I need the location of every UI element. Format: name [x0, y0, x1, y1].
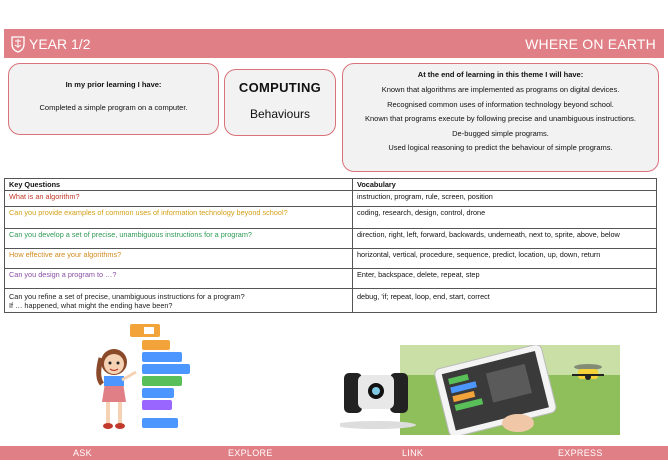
questions-vocabulary-table [4, 178, 657, 313]
prior-learning-heading: In my prior learning I have: [65, 80, 162, 89]
table-row [5, 229, 657, 249]
question-cell: What is an algorithm? [5, 191, 353, 207]
question-cell: Can you provide examples of common uses of information technology beyond school? [5, 207, 353, 229]
prior-learning-text: Completed a simple program on a computer. [39, 103, 188, 112]
table-row [5, 191, 657, 207]
robot-tablet-drone-photo [340, 345, 620, 435]
vocab-cell: direction, right, left, forward, backwards, underneath, next to, sprite, above, below [353, 229, 657, 249]
vocab-cell: instruction, program, rule, screen, position [353, 191, 657, 207]
year-title: YEAR 1/2 [29, 35, 91, 52]
end-learning-item: Known that algorithms are implemented as programs on digital devices. [381, 85, 620, 94]
vocab-cell: Enter, backspace, delete, repeat, step [353, 269, 657, 289]
table-row [5, 289, 657, 313]
question-cell: How effective are your algorithms? [5, 249, 353, 269]
theme-title: WHERE ON EARTH [525, 35, 656, 52]
question-line: Can you refine a set of precise, unambiguous instructions for a program? [9, 292, 245, 301]
table-row [5, 269, 657, 289]
subject-box [224, 69, 336, 136]
end-learning-item: Used logical reasoning to predict the behaviour of simple programs. [388, 143, 613, 152]
footer-express: EXPRESS [558, 448, 603, 458]
prior-learning-box [8, 63, 219, 135]
footer-explore: EXPLORE [228, 448, 273, 458]
footer-ask: ASK [73, 448, 92, 458]
end-learning-item: Known that programs execute by following precise and unambiguous instructions. [365, 114, 636, 123]
table-header-row [5, 179, 657, 191]
end-learning-heading: At the end of learning in this theme I will have: [417, 70, 584, 79]
footer-link: LINK [402, 448, 424, 458]
question-line: If … happened, what might the ending have been? [9, 301, 173, 310]
question-cell: Can you develop a set of precise, unambiguous instructions for a program? [5, 229, 353, 249]
end-learning-item: De-bugged simple programs. [452, 128, 549, 138]
table-row [5, 249, 657, 269]
vocab-cell: horizontal, vertical, procedure, sequence, predict, location, up, down, return [353, 249, 657, 269]
end-learning-item: Recognised common uses of information technology beyond school. [387, 99, 614, 109]
end-learning-box [342, 63, 659, 172]
table-row [5, 207, 657, 229]
school-crest-icon [10, 35, 26, 53]
vocabulary-header: Vocabulary [353, 179, 657, 191]
page-header [4, 29, 664, 58]
footer-bar [0, 446, 668, 460]
key-questions-header: Key Questions [5, 179, 353, 191]
question-cell: Can you design a program to …? [5, 269, 353, 289]
question-cell [5, 289, 353, 313]
vocab-cell: debug, 'if; repeat, loop, end, start, correct [353, 289, 657, 313]
vocab-cell: coding, research, design, control, drone [353, 207, 657, 229]
girl-coding-blocks-illustration [90, 322, 200, 434]
header-left [10, 35, 90, 53]
subject-topic: Behaviours [249, 107, 311, 121]
subject-title: COMPUTING [238, 80, 322, 95]
